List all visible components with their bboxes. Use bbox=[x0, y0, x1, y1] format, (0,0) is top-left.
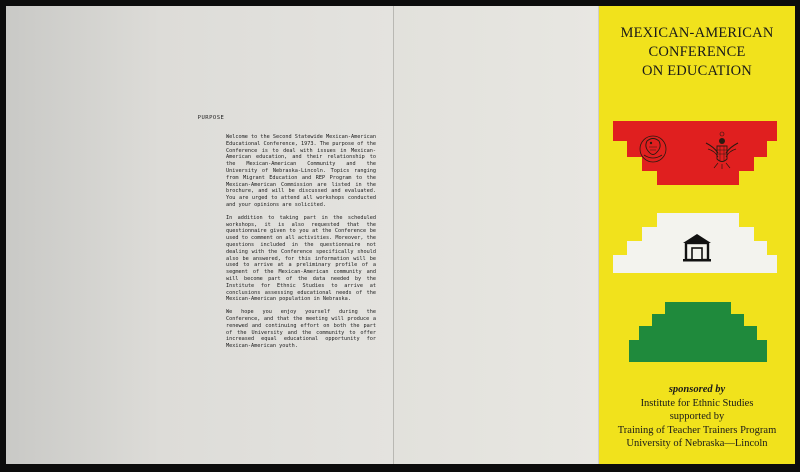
red-stepped-band bbox=[599, 119, 795, 201]
cover-panel bbox=[599, 6, 795, 464]
blank-middle-panel bbox=[394, 6, 599, 464]
purpose-text bbox=[226, 134, 376, 356]
title-line-2: CONFERENCE bbox=[648, 44, 746, 60]
title-line-1: MEXICAN-AMERICAN bbox=[620, 25, 774, 41]
green-stepped-band bbox=[599, 300, 795, 376]
title-line-3: ON EDUCATION bbox=[642, 63, 752, 79]
conference-title bbox=[599, 24, 795, 81]
white-stepped-band bbox=[599, 211, 795, 293]
purpose-heading: PURPOSE bbox=[197, 115, 225, 121]
purpose-paragraph-1: Welcome to the Second Statewide Mexican-American Educational Conference, 1973. The purpose of the Conference is to deal with issues in Mexican-American education, and their relationship to the Mexican-American Community and the University of Nebraska-Lincoln. Topics ranging from Migrant Education and REP Program to the Mexican-American Commission are listed in the brochure, and will be discussed and evaluated. You are urged to attend all workshops conducted and your opinions are solicited. bbox=[226, 134, 376, 208]
sponsor-line-1: Institute for Ethnic Studies bbox=[640, 397, 754, 409]
purpose-panel bbox=[6, 6, 394, 464]
brochure bbox=[6, 6, 795, 464]
sponsor-line-3: Training of Teacher Trainers Program bbox=[617, 424, 777, 436]
purpose-paragraph-3: We hope you enjoy yourself during the Conference, and that the meeting will produce a renewed and continuing effort on both the part of the University and the community to offer increased equal educational opportunity for Mexican-American youth. bbox=[226, 309, 376, 350]
sponsored-by-label: sponsored by bbox=[668, 384, 726, 395]
sponsor-line-2: supported by bbox=[669, 411, 725, 422]
sponsor-block bbox=[599, 383, 795, 451]
sponsor-line-4: University of Nebraska—Lincoln bbox=[626, 438, 768, 449]
purpose-paragraph-2: In addition to taking part in the scheduled workshops, it is also requested that the questionnaire given to you at the Conference be used to comment on all activities. Moreover, the questions included in the questionnaire not dealing with the Conference specifically should also be answered, for this information will be used to arrive at a preliminary profile of a segment of the Mexican-American community and will become part of the data needed by the Institute for Ethnic Studies to arrive at conclusions assessing educational needs of the Mexican-American population in Nebraska. bbox=[226, 214, 376, 303]
